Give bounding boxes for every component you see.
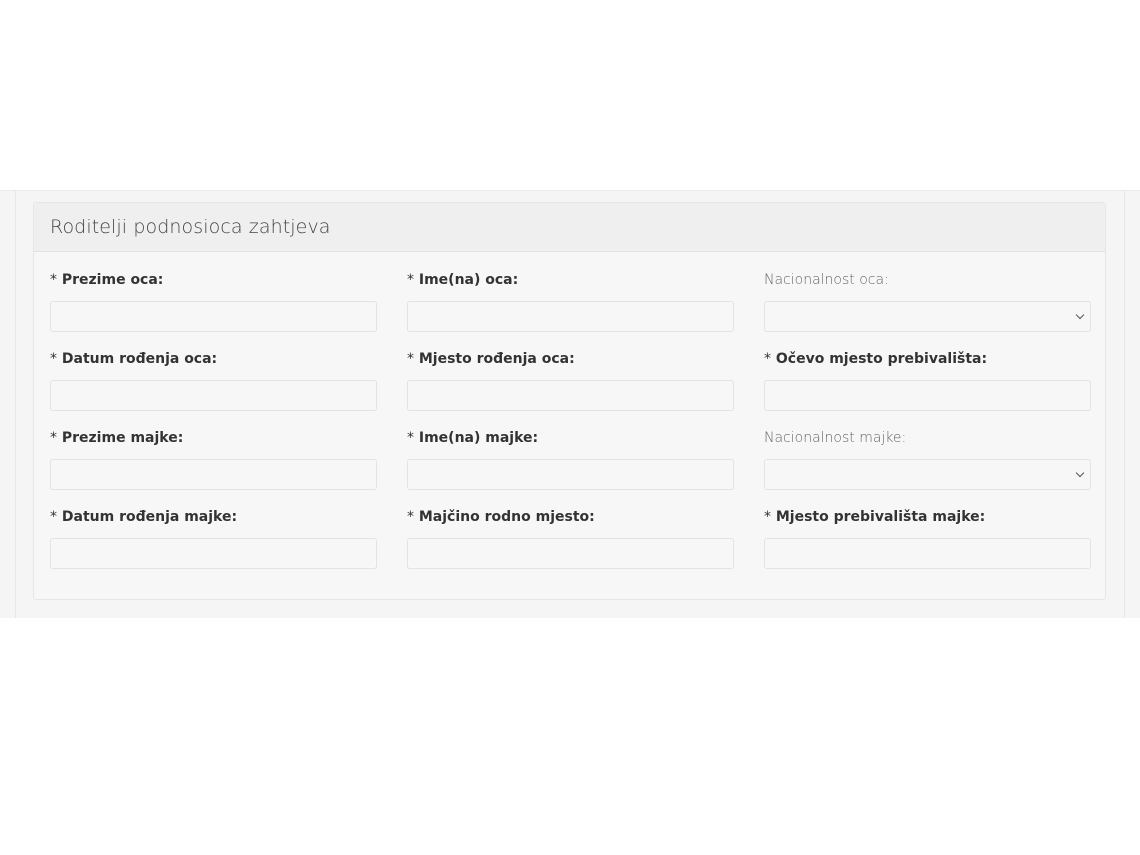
section-border-right (1124, 191, 1125, 618)
mother-birthdate-label: * Datum rođenja majke: (50, 509, 238, 525)
father-birthplace-field (407, 350, 734, 368)
father-birthdate-label: * Datum rođenja oca: (50, 351, 218, 367)
father-surname-label: * Prezime oca: (50, 272, 164, 288)
father-birthplace-label: * Mjesto rođenja oca: (407, 351, 575, 367)
father-nationality-select[interactable] (764, 301, 1091, 332)
mother-birthdate-field (50, 508, 377, 526)
father-residence-input[interactable] (764, 380, 1091, 411)
mother-name-label: * Ime(na) majke: (407, 430, 539, 446)
father-name-input[interactable] (407, 301, 734, 332)
mother-residence-field (764, 508, 1091, 526)
mother-birthplace-input[interactable] (407, 538, 734, 569)
mother-name-input[interactable] (407, 459, 734, 490)
father-surname-field (50, 271, 377, 289)
father-residence-label: * Očevo mjesto prebivališta: (764, 351, 988, 367)
mother-name-field (407, 429, 734, 447)
mother-surname-label: * Prezime majke: (50, 430, 184, 446)
panel-heading (34, 203, 1105, 252)
section-border-left (15, 191, 16, 618)
mother-birthdate-input[interactable] (50, 538, 377, 569)
mother-nationality-field (764, 429, 1091, 447)
mother-nationality-select[interactable] (764, 459, 1091, 490)
father-nationality-field (764, 271, 1091, 289)
mother-nationality-label: Nacionalnost majke: (764, 430, 907, 446)
form-section (0, 190, 1140, 618)
father-birthdate-input[interactable] (50, 380, 377, 411)
parents-panel (33, 202, 1106, 600)
father-nationality-label: Nacionalnost oca: (764, 272, 889, 288)
mother-surname-input[interactable] (50, 459, 377, 490)
mother-birthplace-label: * Majčino rodno mjesto: (407, 509, 595, 525)
mother-residence-label: * Mjesto prebivališta majke: (764, 509, 986, 525)
mother-residence-input[interactable] (764, 538, 1091, 569)
father-residence-field (764, 350, 1091, 368)
panel-title: Roditelji podnosioca zahtjeva (50, 216, 331, 238)
mother-birthplace-field (407, 508, 734, 526)
mother-surname-field (50, 429, 377, 447)
father-surname-input[interactable] (50, 301, 377, 332)
father-birthplace-input[interactable] (407, 380, 734, 411)
father-name-field (407, 271, 734, 289)
father-birthdate-field (50, 350, 377, 368)
father-name-label: * Ime(na) oca: (407, 272, 519, 288)
